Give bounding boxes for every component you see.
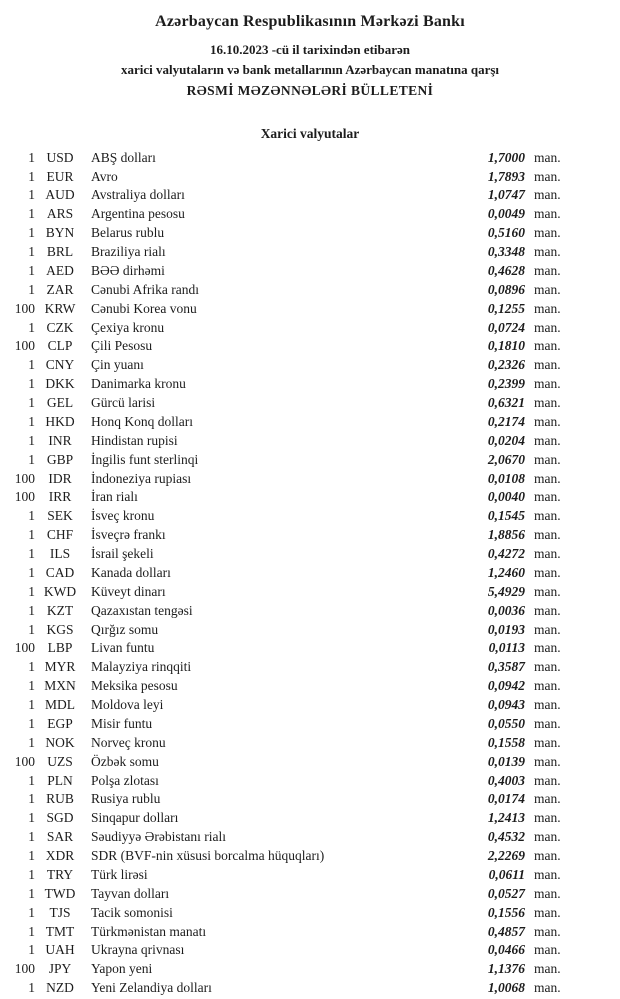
currency-name: Misir funtu <box>91 715 153 731</box>
currency-code: SEK <box>47 508 73 524</box>
currency-rate: 0,0049 <box>487 206 525 222</box>
currency-quantity: 100 <box>14 753 35 769</box>
currency-name: Argentina pesosu <box>91 206 185 222</box>
currency-quantity: 1 <box>28 715 35 731</box>
currency-row <box>0 280 572 299</box>
currency-unit: man. <box>534 451 561 467</box>
currency-name: Çili Pesosu <box>91 338 153 354</box>
currency-unit: man. <box>534 678 561 694</box>
currency-code: PLN <box>47 772 73 788</box>
bulletin-title: RƏSMİ MƏZƏNNƏLƏRİ BÜLLETENİ <box>186 83 434 98</box>
currency-rate: 1,0068 <box>487 980 525 996</box>
currency-row <box>0 733 572 752</box>
currency-row <box>0 639 572 658</box>
currency-unit: man. <box>534 602 561 618</box>
currency-quantity: 100 <box>14 470 35 486</box>
currency-name: Belarus rublu <box>91 225 165 241</box>
currency-row <box>0 318 572 337</box>
currency-row <box>0 507 572 526</box>
currency-row <box>0 261 572 280</box>
currency-rate: 0,0466 <box>487 942 525 958</box>
currency-name: Avstraliya dolları <box>91 187 185 203</box>
currency-rate: 0,3348 <box>487 244 525 260</box>
currency-unit: man. <box>534 734 561 750</box>
currency-code: MDL <box>45 697 75 713</box>
currency-unit: man. <box>534 300 561 316</box>
currency-name: İran rialı <box>91 489 138 505</box>
currency-row <box>0 431 572 450</box>
currency-name: İsveç kronu <box>91 508 155 524</box>
currency-row <box>0 695 572 714</box>
currency-row <box>0 903 572 922</box>
currency-rate: 0,2174 <box>487 413 525 429</box>
currency-code: ILS <box>49 546 71 562</box>
currency-code: RUB <box>46 791 74 807</box>
currency-code: TMT <box>45 923 75 939</box>
currency-quantity: 1 <box>28 848 35 864</box>
currency-row <box>0 677 572 696</box>
currency-unit: man. <box>534 564 561 580</box>
currency-unit: man. <box>534 489 561 505</box>
currency-rate: 0,4003 <box>487 772 525 788</box>
currency-code: TJS <box>49 904 71 920</box>
currency-rate: 1,7893 <box>487 168 525 184</box>
currency-unit: man. <box>534 376 561 392</box>
currency-quantity: 1 <box>28 319 35 335</box>
currency-name: Küveyt dinarı <box>91 583 166 599</box>
currency-code: MYR <box>44 659 76 675</box>
currency-code: UZS <box>47 753 73 769</box>
currency-code: HKD <box>45 413 75 429</box>
currency-code: CZK <box>46 319 74 335</box>
section-title-foreign-currencies: Xarici valyutalar <box>260 126 360 141</box>
currency-rate: 0,4532 <box>487 829 525 845</box>
currency-rate: 0,0113 <box>488 640 525 656</box>
currency-unit: man. <box>534 149 561 165</box>
currency-unit: man. <box>534 866 561 882</box>
currency-code: ARS <box>46 206 74 222</box>
currency-row <box>0 167 572 186</box>
currency-rate: 0,0108 <box>487 470 525 486</box>
currency-quantity: 1 <box>28 866 35 882</box>
effective-date-line: 16.10.2023 -cü il tarixindən etibarən <box>209 42 411 57</box>
currency-unit: man. <box>534 640 561 656</box>
currency-rate: 0,0527 <box>487 885 525 901</box>
currency-name: İsrail şekeli <box>91 546 154 562</box>
currency-row <box>0 375 572 394</box>
currency-row <box>0 941 572 960</box>
currency-row <box>0 865 572 884</box>
currency-quantity: 100 <box>14 489 35 505</box>
currency-rate: 0,1558 <box>487 734 525 750</box>
currency-rate: 0,0942 <box>487 678 525 694</box>
currency-code: CAD <box>45 564 75 580</box>
currency-unit: man. <box>534 244 561 260</box>
currency-quantity: 1 <box>28 527 35 543</box>
currency-name: İndoneziya rupiası <box>91 470 192 486</box>
currency-quantity: 100 <box>14 300 35 316</box>
currency-row <box>0 714 572 733</box>
currency-name: Özbək somu <box>91 753 159 769</box>
currency-quantity: 1 <box>28 810 35 826</box>
currency-unit: man. <box>534 772 561 788</box>
currency-rate: 0,4857 <box>487 923 525 939</box>
currency-code: GEL <box>46 395 74 411</box>
currency-quantity: 100 <box>14 961 35 977</box>
currency-unit: man. <box>534 791 561 807</box>
currency-rate: 0,5160 <box>487 225 525 241</box>
currency-quantity: 1 <box>28 281 35 297</box>
currency-row <box>0 526 572 545</box>
currency-row <box>0 922 572 941</box>
currency-quantity: 1 <box>28 413 35 429</box>
currency-row <box>0 658 572 677</box>
currency-rate: 1,0747 <box>487 187 525 203</box>
currency-row <box>0 544 572 563</box>
currency-rate: 2,2269 <box>487 848 525 864</box>
currency-name: Yeni Zelandiya dolları <box>91 980 212 996</box>
currency-row <box>0 979 572 998</box>
currency-row <box>0 846 572 865</box>
currency-row <box>0 412 572 431</box>
currency-rate: 0,2399 <box>487 376 525 392</box>
currency-code: NZD <box>46 980 74 996</box>
currency-row <box>0 186 572 205</box>
currency-rate: 0,1255 <box>487 300 525 316</box>
currency-unit: man. <box>534 395 561 411</box>
currency-row <box>0 828 572 847</box>
currency-unit: man. <box>534 470 561 486</box>
currency-rate: 0,6321 <box>487 395 525 411</box>
currency-code: SGD <box>46 810 74 826</box>
currency-unit: man. <box>534 621 561 637</box>
currency-code: GBP <box>46 451 74 467</box>
currency-code: KZT <box>46 602 74 618</box>
currency-unit: man. <box>534 546 561 562</box>
currency-name: Türkmənistan manatı <box>91 923 207 939</box>
currency-rate: 1,1376 <box>487 961 525 977</box>
currency-name: Kanada dolları <box>91 564 171 580</box>
currency-unit: man. <box>534 357 561 373</box>
currency-unit: man. <box>534 848 561 864</box>
currency-name: Polşa zlotası <box>91 772 159 788</box>
currency-code: CHF <box>46 527 74 543</box>
currency-quantity: 1 <box>28 225 35 241</box>
currency-rate: 0,2326 <box>487 357 525 373</box>
currency-code: XDR <box>45 848 75 864</box>
currency-quantity: 1 <box>28 583 35 599</box>
currency-name: Səudiyyə Ərəbistanı rialı <box>91 829 226 845</box>
currency-unit: man. <box>534 829 561 845</box>
currency-quantity: 1 <box>28 564 35 580</box>
currency-code: MXN <box>44 678 76 694</box>
currency-code: JPY <box>48 961 72 977</box>
currency-name: Tayvan dolları <box>91 885 170 901</box>
currency-name: Braziliya rialı <box>91 244 166 260</box>
currency-rate: 0,0204 <box>487 432 525 448</box>
currency-quantity: 1 <box>28 678 35 694</box>
currency-name: Moldova leyi <box>91 697 164 713</box>
currency-unit: man. <box>534 904 561 920</box>
currency-name: Honq Konq dolları <box>91 413 193 429</box>
currency-unit: man. <box>534 659 561 675</box>
currency-code: DKK <box>45 376 75 392</box>
currency-unit: man. <box>534 281 561 297</box>
currency-unit: man. <box>534 508 561 524</box>
currency-row <box>0 582 572 601</box>
currency-unit: man. <box>534 413 561 429</box>
bank-name: Azərbaycan Respublikasının Mərkəzi Bankı <box>155 13 465 30</box>
currency-code: TWD <box>44 885 76 901</box>
currency-unit: man. <box>534 225 561 241</box>
currency-quantity: 1 <box>28 546 35 562</box>
currency-quantity: 1 <box>28 734 35 750</box>
currency-quantity: 1 <box>28 149 35 165</box>
currency-rate: 2,0670 <box>487 451 525 467</box>
currency-name: Meksika pesosu <box>91 678 178 694</box>
currency-quantity: 1 <box>28 923 35 939</box>
currency-name: Hindistan rupisi <box>91 432 178 448</box>
currency-row <box>0 563 572 582</box>
currency-unit: man. <box>534 715 561 731</box>
currency-quantity: 1 <box>28 206 35 222</box>
currency-code: AUD <box>45 187 75 203</box>
currency-name: Çin yuanı <box>91 357 144 373</box>
currency-code: KRW <box>44 300 76 316</box>
currency-unit: man. <box>534 168 561 184</box>
currency-quantity: 1 <box>28 791 35 807</box>
currency-quantity: 1 <box>28 262 35 278</box>
currency-quantity: 1 <box>28 829 35 845</box>
currency-code: NOK <box>45 734 75 750</box>
currency-unit: man. <box>534 206 561 222</box>
currency-name: Qırğız somu <box>91 621 159 637</box>
currency-quantity: 1 <box>28 621 35 637</box>
currency-rate: 0,0036 <box>487 602 525 618</box>
currency-rate: 0,0943 <box>487 697 525 713</box>
currency-unit: man. <box>534 697 561 713</box>
currency-row <box>0 224 572 243</box>
currency-name: Livan funtu <box>91 640 155 656</box>
currency-rate: 0,1545 <box>487 508 525 524</box>
currency-row <box>0 148 572 167</box>
currency-name: Malayziya rinqqiti <box>91 659 192 675</box>
currency-row <box>0 242 572 261</box>
currency-rate: 0,3587 <box>487 659 525 675</box>
currency-code: KWD <box>43 583 77 599</box>
currency-unit: man. <box>534 432 561 448</box>
currency-rate: 0,0174 <box>487 791 525 807</box>
currency-name: Yapon yeni <box>91 961 153 977</box>
currency-unit: man. <box>534 961 561 977</box>
currency-code: USD <box>46 149 74 165</box>
currency-rate: 1,2413 <box>487 810 525 826</box>
currency-unit: man. <box>534 338 561 354</box>
currency-rates-table <box>0 148 572 997</box>
currency-name: Tacik somonisi <box>91 904 173 920</box>
currency-quantity: 1 <box>28 357 35 373</box>
currency-row <box>0 393 572 412</box>
currency-quantity: 1 <box>28 659 35 675</box>
currency-quantity: 1 <box>28 508 35 524</box>
currency-rate: 1,2460 <box>487 564 525 580</box>
currency-row <box>0 299 572 318</box>
currency-row <box>0 356 572 375</box>
currency-name: Norveç kronu <box>91 734 166 750</box>
currency-row <box>0 488 572 507</box>
currency-rate: 0,1810 <box>487 338 525 354</box>
currency-name: Rusiya rublu <box>91 791 161 807</box>
currency-name: Cənubi Korea vonu <box>91 300 197 316</box>
currency-quantity: 1 <box>28 376 35 392</box>
currency-code: BRL <box>46 244 74 260</box>
currency-name: Danimarka kronu <box>91 376 186 392</box>
currency-row <box>0 469 572 488</box>
currency-unit: man. <box>534 583 561 599</box>
currency-rate: 0,0896 <box>487 281 525 297</box>
currency-code: LBP <box>47 640 73 656</box>
currency-row <box>0 790 572 809</box>
currency-quantity: 1 <box>28 942 35 958</box>
currency-quantity: 1 <box>28 697 35 713</box>
currency-code: IRR <box>48 489 72 505</box>
currency-unit: man. <box>534 187 561 203</box>
currency-name: Çexiya kronu <box>91 319 165 335</box>
currency-code: UAH <box>45 942 75 958</box>
currency-unit: man. <box>534 885 561 901</box>
currency-unit: man. <box>534 923 561 939</box>
currency-code: CNY <box>45 357 75 373</box>
currency-rate: 0,4272 <box>487 546 525 562</box>
currency-name: BƏƏ dirhəmi <box>91 262 165 278</box>
currency-quantity: 1 <box>28 772 35 788</box>
currency-row <box>0 771 572 790</box>
currency-code: INR <box>48 432 72 448</box>
currency-code: TRY <box>46 866 74 882</box>
bulletin-header <box>0 13 620 99</box>
currency-code: KGS <box>46 621 74 637</box>
currency-row <box>0 620 572 639</box>
currency-quantity: 1 <box>28 885 35 901</box>
currency-quantity: 1 <box>28 187 35 203</box>
currency-quantity: 1 <box>28 168 35 184</box>
currency-code: CLP <box>47 338 73 354</box>
currency-name: Cənubi Afrika randı <box>91 281 199 297</box>
currency-row <box>0 601 572 620</box>
currency-row <box>0 450 572 469</box>
currency-name: SDR (BVF-nin xüsusi borcalma hüquqları) <box>91 848 325 864</box>
currency-row <box>0 884 572 903</box>
currency-row <box>0 752 572 771</box>
currency-name: Ukrayna qrivnası <box>91 942 185 958</box>
currency-name: Qazaxıstan tengəsi <box>91 602 193 618</box>
currency-unit: man. <box>534 319 561 335</box>
currency-code: AED <box>46 262 74 278</box>
currency-name: Gürcü larisi <box>91 395 156 411</box>
currency-unit: man. <box>534 753 561 769</box>
currency-quantity: 1 <box>28 980 35 996</box>
currency-row <box>0 960 572 979</box>
currency-code: EGP <box>47 715 73 731</box>
currency-rate: 0,1556 <box>487 904 525 920</box>
currency-name: ABŞ dolları <box>91 149 156 165</box>
currency-unit: man. <box>534 980 561 996</box>
currency-quantity: 1 <box>28 395 35 411</box>
currency-quantity: 100 <box>14 640 35 656</box>
currency-quantity: 1 <box>28 244 35 260</box>
currency-rate: 0,0040 <box>487 489 525 505</box>
currency-rate: 0,0611 <box>488 866 525 882</box>
currency-unit: man. <box>534 942 561 958</box>
currency-row <box>0 337 572 356</box>
currency-quantity: 1 <box>28 432 35 448</box>
currency-rows <box>0 148 572 997</box>
currency-row <box>0 809 572 828</box>
currency-quantity: 1 <box>28 451 35 467</box>
currency-code: ZAR <box>46 281 74 297</box>
currency-quantity: 100 <box>14 338 35 354</box>
currency-name: Türk lirəsi <box>91 866 148 882</box>
currency-name: İsveçrə frankı <box>91 527 166 543</box>
currency-code: IDR <box>48 470 72 486</box>
currency-quantity: 1 <box>28 904 35 920</box>
currency-unit: man. <box>534 262 561 278</box>
currency-rate: 0,4628 <box>487 262 525 278</box>
currency-rate: 0,0550 <box>487 715 525 731</box>
currency-rate: 5,4929 <box>487 583 525 599</box>
currency-rate: 0,0139 <box>487 753 525 769</box>
currency-name: İngilis funt sterlinqi <box>91 451 199 467</box>
currency-rate: 1,8856 <box>487 527 525 543</box>
currency-row <box>0 205 572 224</box>
currency-unit: man. <box>534 527 561 543</box>
currency-code: SAR <box>46 829 74 845</box>
currency-rate: 0,0193 <box>487 621 525 637</box>
currency-code: BYN <box>45 225 75 241</box>
currency-unit: man. <box>534 810 561 826</box>
currency-name: Avro <box>91 168 118 184</box>
subtitle-line: xarici valyutaların və bank metallarının Azərbaycan manatına qarşı <box>120 62 500 77</box>
currency-rate: 0,0724 <box>487 319 525 335</box>
currency-code: EUR <box>46 168 74 184</box>
currency-rate: 1,7000 <box>487 149 525 165</box>
currency-quantity: 1 <box>28 602 35 618</box>
currency-name: Sinqapur dolları <box>91 810 179 826</box>
